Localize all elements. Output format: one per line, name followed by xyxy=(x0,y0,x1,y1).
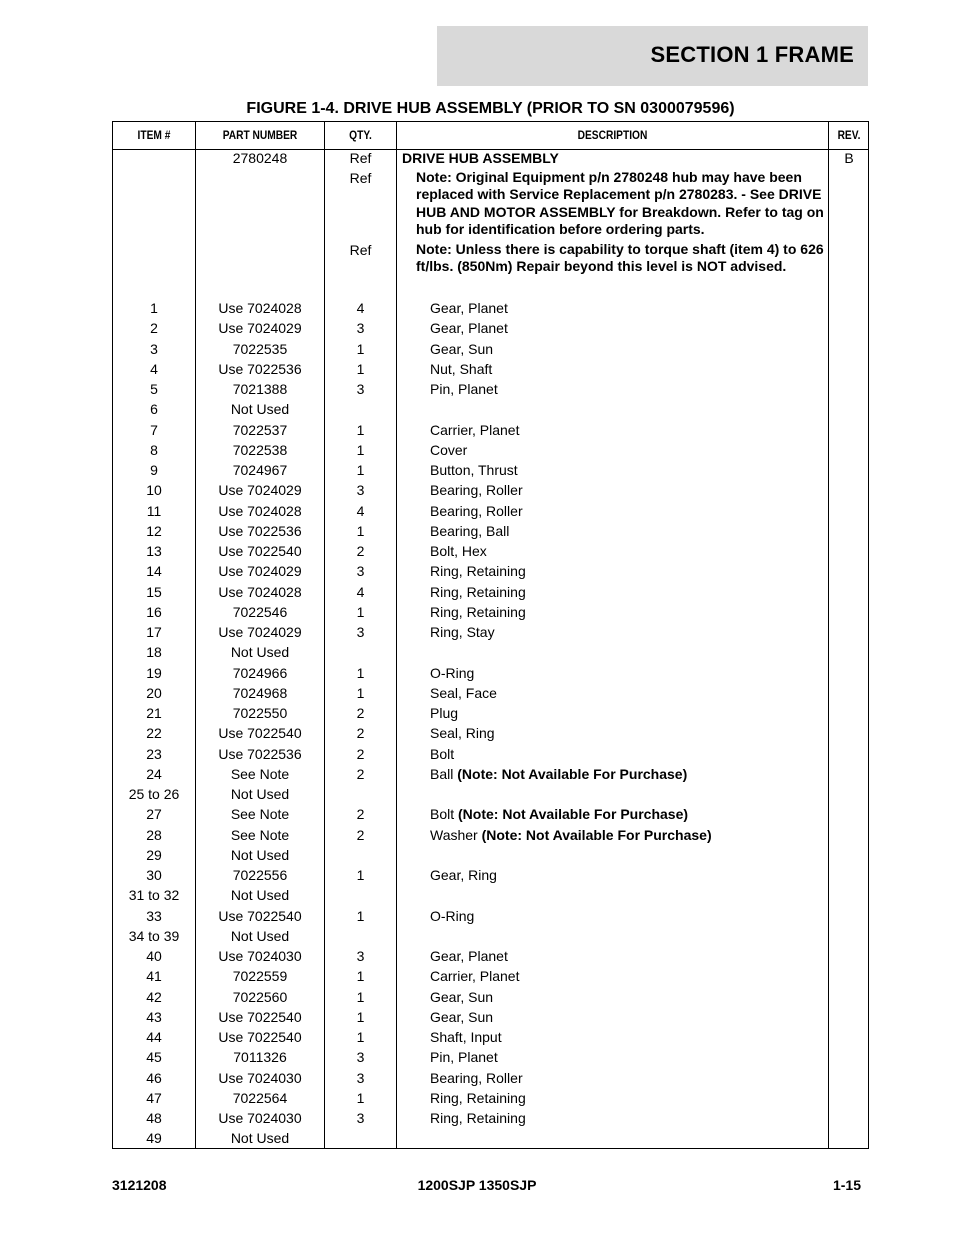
description xyxy=(430,480,825,500)
description xyxy=(430,298,825,318)
part-number: 7011326 xyxy=(233,1049,287,1066)
footer-page-number: 1-15 xyxy=(832,1177,861,1193)
quantity: 3 xyxy=(356,482,365,499)
table-row xyxy=(113,561,868,581)
item-number: 14 xyxy=(146,563,162,580)
description xyxy=(430,582,825,602)
quantity: 2 xyxy=(356,705,365,721)
description xyxy=(430,1088,825,1108)
description xyxy=(430,966,825,986)
section-title: SECTION 1 FRAME xyxy=(650,42,854,67)
description-text: Gear, Ring xyxy=(430,867,497,883)
quantity: 2 xyxy=(356,543,365,559)
table-row xyxy=(113,1068,868,1088)
description xyxy=(430,663,825,683)
note-text: Note: Original Equipment p/n 2780248 hub may have been replaced with Service Replacement p/n 2780283. - See DRIVE HUB AND MOTOR ASSEMBLY for Breakdown. Refer to tag on hub for identification before ordering parts. xyxy=(416,169,824,237)
table-row xyxy=(113,825,868,845)
quantity: 2 xyxy=(356,725,365,742)
quantity: 2 xyxy=(356,826,365,843)
description-text: Seal, Face xyxy=(430,684,497,701)
table-row xyxy=(113,318,868,338)
table-row xyxy=(113,683,868,703)
header-qty: QTY. xyxy=(349,128,372,142)
part-number: 7024966 xyxy=(232,664,288,681)
header-rev: REV. xyxy=(837,128,861,142)
item-number: 7 xyxy=(150,421,158,438)
quantity: 4 xyxy=(356,583,365,600)
part-number: 7022535 xyxy=(232,340,288,357)
table-row xyxy=(113,926,868,946)
quantity: 3 xyxy=(356,1049,365,1066)
table-row xyxy=(113,804,868,824)
figure-title: FIGURE 1-4. DRIVE HUB ASSEMBLY (PRIOR TO SN 0300079596) xyxy=(246,100,735,117)
description xyxy=(430,987,825,1007)
part-number: Use 7024028 xyxy=(218,300,302,316)
description xyxy=(430,906,825,926)
table-row xyxy=(113,1108,868,1128)
description-text: Bearing, Roller xyxy=(430,482,523,499)
table-row xyxy=(113,1088,868,1108)
note-text: Note: Unless there is capability to torque shaft (item 4) to 626 ft/lbs. (850Nm) Repair beyond this level is NOT advised. xyxy=(416,241,824,275)
table-row xyxy=(113,764,868,784)
description-text: Gear, Sun xyxy=(430,988,494,1005)
description-text: Pin, Planet xyxy=(430,381,498,397)
table-row xyxy=(113,1128,868,1148)
table-row xyxy=(113,541,868,561)
table-row xyxy=(113,845,868,865)
item-number: 13 xyxy=(146,543,162,559)
description-text: Gear, Planet xyxy=(430,948,508,964)
table-row xyxy=(113,865,868,885)
table-row xyxy=(113,642,868,662)
description-text: Ball xyxy=(430,765,454,782)
part-number: Use 7024029 xyxy=(218,624,302,640)
table-row xyxy=(113,906,868,926)
part-number: 7021388 xyxy=(232,381,288,397)
item-number: 15 xyxy=(146,583,162,600)
part-number: Not Used xyxy=(230,644,290,661)
item-number: 42 xyxy=(146,988,162,1005)
description xyxy=(430,683,825,703)
part-number: Use 7022540 xyxy=(218,725,302,742)
table-row xyxy=(113,399,868,419)
description-text: O-Ring xyxy=(430,664,475,681)
table-row xyxy=(113,663,868,683)
part-number: Use 7024029 xyxy=(218,482,302,499)
footer-models: 1200SJP 1350SJP xyxy=(417,1177,537,1193)
parts-table xyxy=(112,121,869,1149)
assembly-qty: Ref xyxy=(349,150,372,166)
quantity: 3 xyxy=(356,1069,365,1086)
description-text: Gear, Sun xyxy=(430,340,494,357)
description xyxy=(430,460,825,480)
quantity: 1 xyxy=(356,1008,365,1025)
description-text: O-Ring xyxy=(430,907,475,924)
description xyxy=(430,764,825,784)
description-text: Gear, Planet xyxy=(430,300,508,316)
item-number: 29 xyxy=(146,846,162,863)
item-number: 9 xyxy=(150,462,158,478)
description-text: Pin, Planet xyxy=(430,1049,498,1066)
description xyxy=(430,420,825,440)
item-number: 2 xyxy=(150,320,158,337)
table-row xyxy=(113,501,868,521)
description-text: Ring, Stay xyxy=(430,624,495,640)
description xyxy=(430,703,825,723)
part-number: Use 7022536 xyxy=(218,522,302,539)
description xyxy=(430,602,825,622)
quantity: 3 xyxy=(356,1110,365,1126)
description-text: Bolt, Hex xyxy=(430,543,487,559)
description xyxy=(430,339,825,359)
table-row xyxy=(113,987,868,1007)
description xyxy=(430,541,825,561)
part-number: Use 7022536 xyxy=(218,745,302,762)
description-text: Seal, Ring xyxy=(430,725,495,742)
part-number: 7022550 xyxy=(232,705,288,721)
part-number: 7022559 xyxy=(232,968,288,985)
description xyxy=(430,946,825,966)
item-number: 19 xyxy=(146,664,162,681)
item-number: 24 xyxy=(146,765,162,782)
quantity: 1 xyxy=(356,988,365,1005)
table-row xyxy=(113,440,868,460)
part-number: Use 7024029 xyxy=(218,320,302,337)
table-row xyxy=(113,966,868,986)
item-number: 1 xyxy=(150,300,158,316)
description-text: Ring, Retaining xyxy=(430,1089,526,1106)
note-qty: Ref xyxy=(349,170,372,186)
description-text: Carrier, Planet xyxy=(430,968,520,985)
description-text: Plug xyxy=(430,705,459,721)
item-number: 3 xyxy=(150,340,158,357)
description-text: Button, Thrust xyxy=(430,462,518,478)
description-text: Bolt xyxy=(430,806,455,823)
header-description: DESCRIPTION xyxy=(577,128,648,142)
item-number: 28 xyxy=(146,826,162,843)
part-number: 7024968 xyxy=(232,684,288,701)
part-number: See Note xyxy=(230,806,290,823)
table-row xyxy=(113,379,868,399)
quantity: 2 xyxy=(356,745,365,762)
part-number: Use 7022540 xyxy=(218,1029,302,1045)
part-number: Use 7022540 xyxy=(218,907,302,924)
part-number: Use 7024028 xyxy=(218,583,302,600)
item-number: 43 xyxy=(146,1008,162,1025)
table-row xyxy=(113,622,868,642)
description xyxy=(430,865,825,885)
item-number: 30 xyxy=(146,867,162,883)
description xyxy=(430,744,825,764)
quantity: 1 xyxy=(356,867,365,883)
table-row xyxy=(113,885,868,905)
item-number: 17 xyxy=(146,624,162,640)
part-number: Use 7024028 xyxy=(218,502,302,519)
quantity: 1 xyxy=(356,684,365,701)
part-number: 7022564 xyxy=(232,1089,288,1106)
description-text: Bearing, Ball xyxy=(430,522,510,539)
quantity: 1 xyxy=(356,421,365,438)
part-number: 7022560 xyxy=(232,988,288,1005)
part-number: 7024967 xyxy=(232,462,288,478)
item-number: 10 xyxy=(146,482,162,499)
quantity: 4 xyxy=(356,300,365,316)
part-number: Use 7024030 xyxy=(218,1069,302,1086)
description-text: Washer xyxy=(430,826,478,843)
quantity: 1 xyxy=(356,340,365,357)
part-number: See Note xyxy=(230,826,290,843)
table-row xyxy=(113,420,868,440)
table-row xyxy=(113,946,868,966)
item-number: 46 xyxy=(146,1069,162,1086)
description-text: Ring, Retaining xyxy=(430,563,526,580)
footer-document-number: 3121208 xyxy=(112,1177,167,1193)
item-number: 23 xyxy=(146,745,162,762)
availability-note: (Note: Not Available For Purchase) xyxy=(481,826,712,843)
description xyxy=(430,804,825,824)
description-text: Ring, Retaining xyxy=(430,1110,526,1126)
part-number: Not Used xyxy=(230,786,290,802)
part-number: Not Used xyxy=(230,887,290,904)
table-row xyxy=(113,723,868,743)
table-row xyxy=(113,298,868,318)
item-number: 41 xyxy=(146,968,162,985)
table-row xyxy=(113,339,868,359)
item-number: 45 xyxy=(146,1049,162,1066)
item-number: 47 xyxy=(146,1089,162,1106)
item-number: 5 xyxy=(150,381,158,397)
quantity: 1 xyxy=(356,462,365,478)
quantity: 1 xyxy=(356,664,365,681)
item-number: 4 xyxy=(150,360,158,377)
quantity: 1 xyxy=(356,907,365,924)
description xyxy=(430,379,825,399)
table-row xyxy=(113,359,868,379)
item-number: 44 xyxy=(146,1029,162,1045)
description-text: Ring, Retaining xyxy=(430,603,526,620)
part-number: 7022556 xyxy=(232,867,288,883)
part-number: Use 7022540 xyxy=(218,543,302,559)
quantity: 1 xyxy=(356,1089,365,1106)
item-number: 16 xyxy=(146,603,162,620)
description xyxy=(430,521,825,541)
section-banner xyxy=(437,26,868,86)
quantity: 3 xyxy=(356,948,365,964)
part-number: Use 7024030 xyxy=(218,1110,302,1126)
quantity: 1 xyxy=(356,603,365,620)
part-number: Use 7024029 xyxy=(218,563,302,580)
part-number: Not Used xyxy=(230,846,290,863)
availability-note: (Note: Not Available For Purchase) xyxy=(458,806,689,823)
quantity: 3 xyxy=(356,320,365,337)
table-row xyxy=(113,1047,868,1067)
item-number: 21 xyxy=(146,705,162,721)
part-number: Not Used xyxy=(230,401,290,418)
assembly-rev: B xyxy=(844,150,854,166)
item-number: 31 to 32 xyxy=(128,887,180,904)
table-row xyxy=(113,744,868,764)
item-number: 48 xyxy=(146,1110,162,1126)
part-number: 7022546 xyxy=(232,603,288,620)
description-text: Cover xyxy=(430,441,468,458)
item-number: 12 xyxy=(146,522,162,539)
item-number: 8 xyxy=(150,441,158,458)
item-number: 6 xyxy=(150,401,158,418)
part-number: 7022538 xyxy=(232,441,288,458)
description xyxy=(430,1047,825,1067)
table-row xyxy=(113,703,868,723)
description xyxy=(430,1068,825,1088)
description-text: Gear, Planet xyxy=(430,320,508,337)
description xyxy=(430,318,825,338)
quantity: 3 xyxy=(356,563,365,580)
description xyxy=(430,561,825,581)
description xyxy=(430,1007,825,1027)
description xyxy=(430,359,825,379)
quantity: 4 xyxy=(356,502,365,519)
quantity: 1 xyxy=(356,360,365,377)
table-row xyxy=(113,602,868,622)
quantity: 2 xyxy=(356,806,365,823)
part-number: See Note xyxy=(230,765,290,782)
item-number: 40 xyxy=(146,948,162,964)
quantity: 1 xyxy=(356,522,365,539)
table-row xyxy=(113,784,868,804)
item-number: 20 xyxy=(146,684,162,701)
description-text: Shaft, Input xyxy=(430,1029,502,1045)
part-number: 7022537 xyxy=(232,421,288,438)
quantity: 2 xyxy=(356,765,365,782)
description xyxy=(430,622,825,642)
description xyxy=(430,1108,825,1128)
description-text: Bearing, Roller xyxy=(430,502,523,519)
part-number: Use 7022540 xyxy=(218,1008,302,1025)
quantity: 1 xyxy=(356,968,365,985)
table-row xyxy=(113,460,868,480)
description xyxy=(430,1027,825,1047)
item-number: 34 to 39 xyxy=(128,927,180,944)
description-text: Ring, Retaining xyxy=(430,583,526,600)
description-text: Bolt xyxy=(430,745,455,762)
item-number: 11 xyxy=(146,502,162,519)
note-qty: Ref xyxy=(349,242,372,258)
description xyxy=(430,723,825,743)
part-number: Use 7024030 xyxy=(218,948,302,964)
quantity: 3 xyxy=(356,381,365,397)
header-item: ITEM # xyxy=(137,128,171,142)
item-number: 25 to 26 xyxy=(128,786,180,802)
item-number: 33 xyxy=(146,907,162,924)
description xyxy=(430,440,825,460)
part-number: Use 7022536 xyxy=(218,360,302,377)
quantity: 3 xyxy=(356,624,365,640)
table-row xyxy=(113,521,868,541)
table-row xyxy=(113,1007,868,1027)
part-number: Not Used xyxy=(230,1130,290,1147)
part-number: Not Used xyxy=(230,927,290,944)
description-text: Carrier, Planet xyxy=(430,421,520,438)
quantity: 1 xyxy=(356,1029,365,1045)
table-row xyxy=(113,1027,868,1047)
assembly-description: DRIVE HUB ASSEMBLY xyxy=(402,150,559,166)
quantity: 1 xyxy=(356,441,365,458)
item-number: 18 xyxy=(146,644,162,661)
item-number: 49 xyxy=(146,1130,162,1147)
item-number: 27 xyxy=(146,806,162,823)
description-text: Gear, Sun xyxy=(430,1008,494,1025)
table-row xyxy=(113,582,868,602)
item-number: 22 xyxy=(146,725,162,742)
description xyxy=(430,825,825,845)
description xyxy=(430,501,825,521)
assembly-part-number: 2780248 xyxy=(232,150,288,166)
table-row xyxy=(113,480,868,500)
availability-note: (Note: Not Available For Purchase) xyxy=(457,765,688,782)
description-text: Nut, Shaft xyxy=(430,360,493,377)
description-text: Bearing, Roller xyxy=(430,1069,523,1086)
header-part-number: PART NUMBER xyxy=(222,128,298,142)
